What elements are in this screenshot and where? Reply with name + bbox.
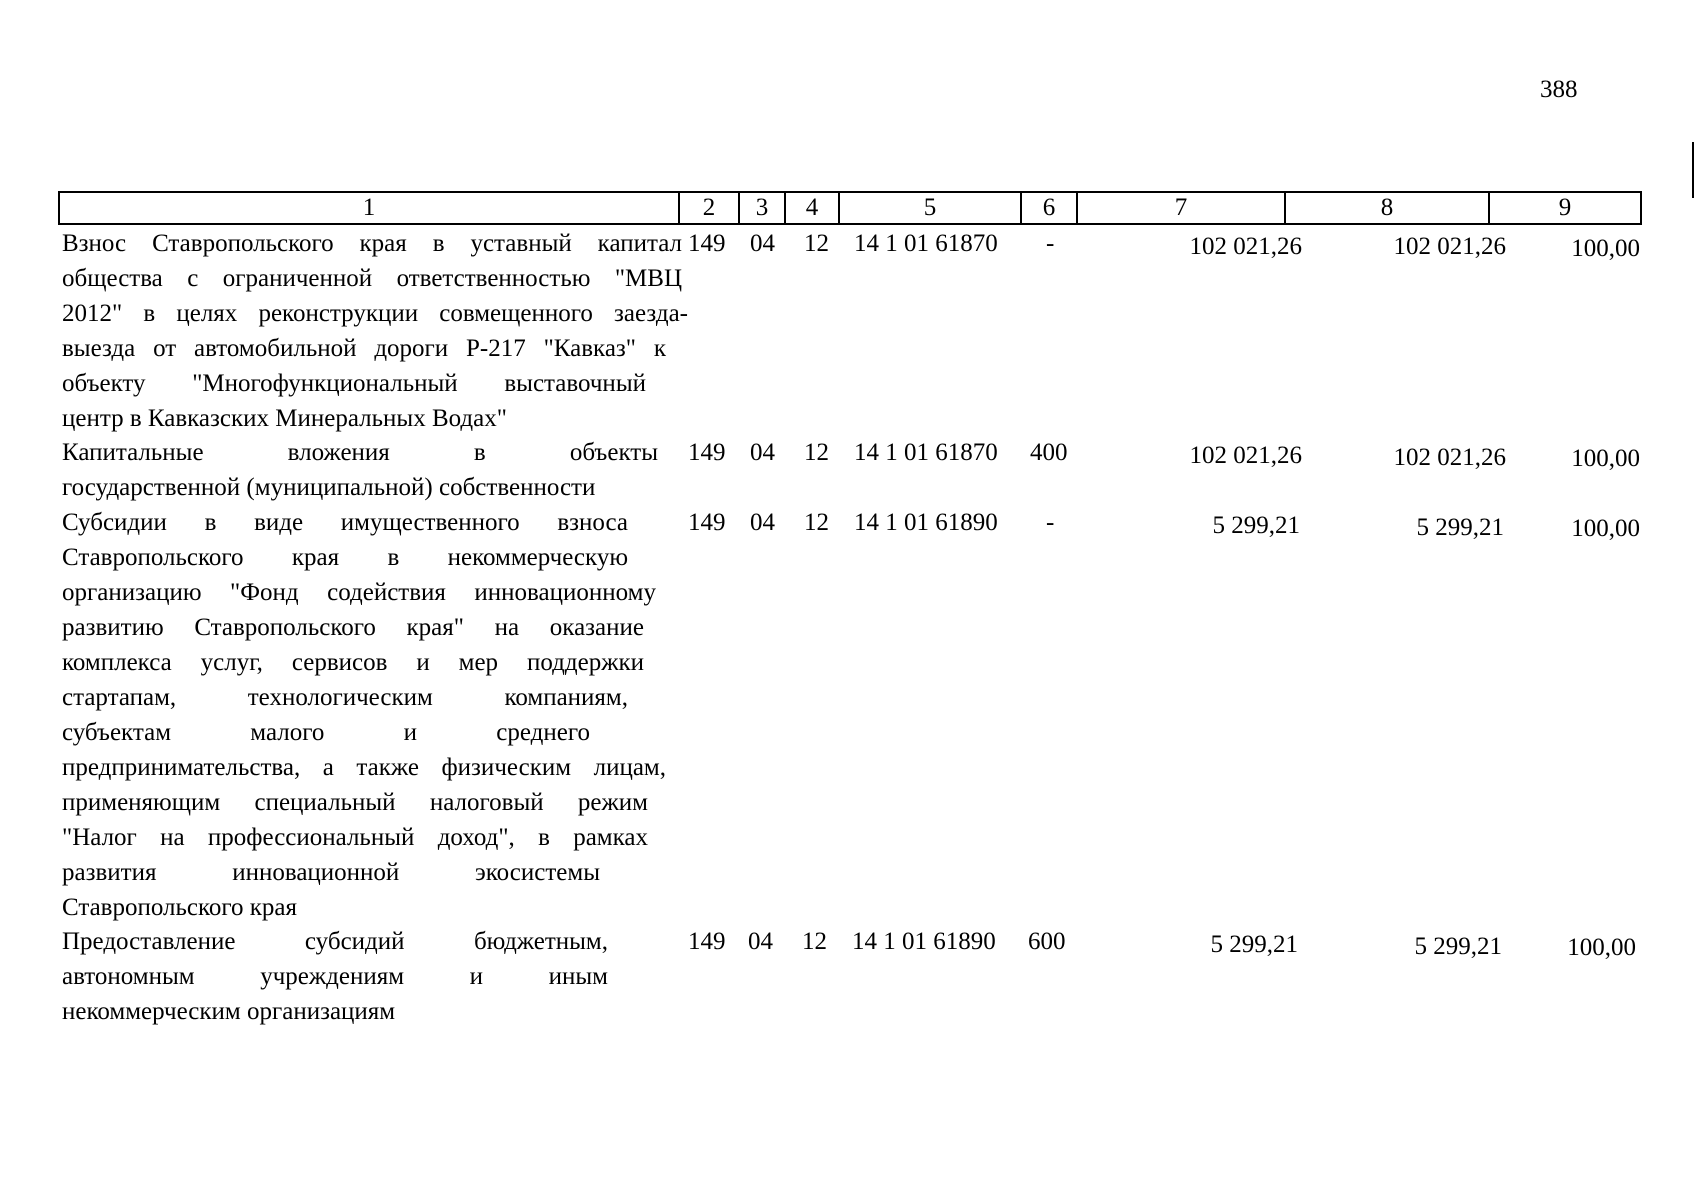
row-description bbox=[62, 924, 608, 1029]
cell-percent: 100,00 bbox=[1571, 515, 1640, 542]
description-line: общества с ограниченной ответственностью "МВЦ bbox=[62, 265, 682, 292]
cell-target-code: 14 1 01 61870 bbox=[854, 230, 998, 257]
cell-subsection: 12 bbox=[804, 230, 829, 257]
description-line: объекту "Многофункциональный выставочный bbox=[62, 370, 646, 397]
header-cell-3: 3 bbox=[738, 191, 786, 225]
cell-expense-type: 400 bbox=[1030, 439, 1068, 466]
cell-admin-code: 149 bbox=[688, 439, 726, 466]
header-cell-7: 7 bbox=[1076, 191, 1286, 225]
cell-planned: 102 021,26 bbox=[1189, 442, 1302, 469]
header-cell-4: 4 bbox=[784, 191, 840, 225]
cell-executed: 102 021,26 bbox=[1393, 444, 1506, 471]
row-description bbox=[62, 435, 658, 505]
description-line: Предоставление субсидий бюджетным, bbox=[62, 928, 608, 955]
cell-executed: 5 299,21 bbox=[1416, 514, 1504, 541]
cell-percent: 100,00 bbox=[1571, 235, 1640, 262]
header-cell-2: 2 bbox=[678, 191, 740, 225]
header-cell-8: 8 bbox=[1284, 191, 1490, 225]
description-line: некоммерческим организациям bbox=[62, 998, 396, 1025]
cell-admin-code: 149 bbox=[688, 928, 726, 955]
cell-section: 04 bbox=[748, 928, 773, 955]
cell-percent: 100,00 bbox=[1567, 934, 1636, 961]
description-line: стартапам, технологическим компаниям, bbox=[62, 684, 628, 711]
cell-subsection: 12 bbox=[804, 509, 829, 536]
cell-planned: 5 299,21 bbox=[1212, 512, 1300, 539]
cell-section: 04 bbox=[750, 439, 775, 466]
cell-admin-code: 149 bbox=[688, 509, 726, 536]
header-cell-5: 5 bbox=[838, 191, 1022, 225]
description-line: "Налог на профессиональный доход", в рамках bbox=[62, 824, 648, 851]
cell-percent: 100,00 bbox=[1571, 445, 1640, 472]
description-line: государственной (муниципальной) собственности bbox=[62, 474, 596, 501]
description-line: комплекса услуг, сервисов и мер поддержки bbox=[62, 649, 644, 676]
cell-expense-type: - bbox=[1046, 509, 1055, 536]
cell-expense-type: - bbox=[1046, 230, 1055, 257]
description-line: Ставропольского края в некоммерческую bbox=[62, 544, 628, 571]
description-line: автономным учреждениям и иным bbox=[62, 963, 608, 990]
description-line: предпринимательства, а также физическим лицам, bbox=[62, 754, 666, 781]
header-cell-9: 9 bbox=[1488, 191, 1642, 225]
description-line: Ставропольского края bbox=[62, 894, 297, 921]
description-line: Взнос Ставропольского края в уставный капитал bbox=[62, 230, 682, 257]
description-line: применяющим специальный налоговый режим bbox=[62, 789, 648, 816]
cell-target-code: 14 1 01 61890 bbox=[852, 928, 996, 955]
description-line: 2012" в целях реконструкции совмещенного заезда- bbox=[62, 300, 688, 327]
cell-target-code: 14 1 01 61870 bbox=[854, 439, 998, 466]
row-description bbox=[62, 505, 666, 925]
cell-expense-type: 600 bbox=[1028, 928, 1066, 955]
description-line: развитию Ставропольского края" на оказание bbox=[62, 614, 644, 641]
cell-planned: 5 299,21 bbox=[1210, 931, 1298, 958]
description-line: организацию "Фонд содействия инновационному bbox=[62, 579, 656, 606]
description-line: выезда от автомобильной дороги Р-217 "Кавказ" к bbox=[62, 335, 666, 362]
cell-subsection: 12 bbox=[802, 928, 827, 955]
description-line: центр в Кавказских Минеральных Водах" bbox=[62, 405, 507, 432]
description-line: Субсидии в виде имущественного взноса bbox=[62, 509, 628, 536]
header-cell-1: 1 bbox=[58, 191, 680, 225]
cell-executed: 102 021,26 bbox=[1393, 233, 1506, 260]
header-cell-6: 6 bbox=[1020, 191, 1078, 225]
description-line: развития инновационной экосистемы bbox=[62, 859, 600, 886]
row-description bbox=[62, 226, 688, 436]
cell-admin-code: 149 bbox=[688, 230, 726, 257]
cell-executed: 5 299,21 bbox=[1414, 933, 1502, 960]
description-line: Капитальные вложения в объекты bbox=[62, 439, 658, 466]
cell-subsection: 12 bbox=[804, 439, 829, 466]
cell-section: 04 bbox=[750, 230, 775, 257]
page-number: 388 bbox=[1540, 76, 1578, 103]
cell-planned: 102 021,26 bbox=[1189, 233, 1302, 260]
cell-section: 04 bbox=[750, 509, 775, 536]
description-line: субъектам малого и среднего bbox=[62, 719, 590, 746]
cell-target-code: 14 1 01 61890 bbox=[854, 509, 998, 536]
